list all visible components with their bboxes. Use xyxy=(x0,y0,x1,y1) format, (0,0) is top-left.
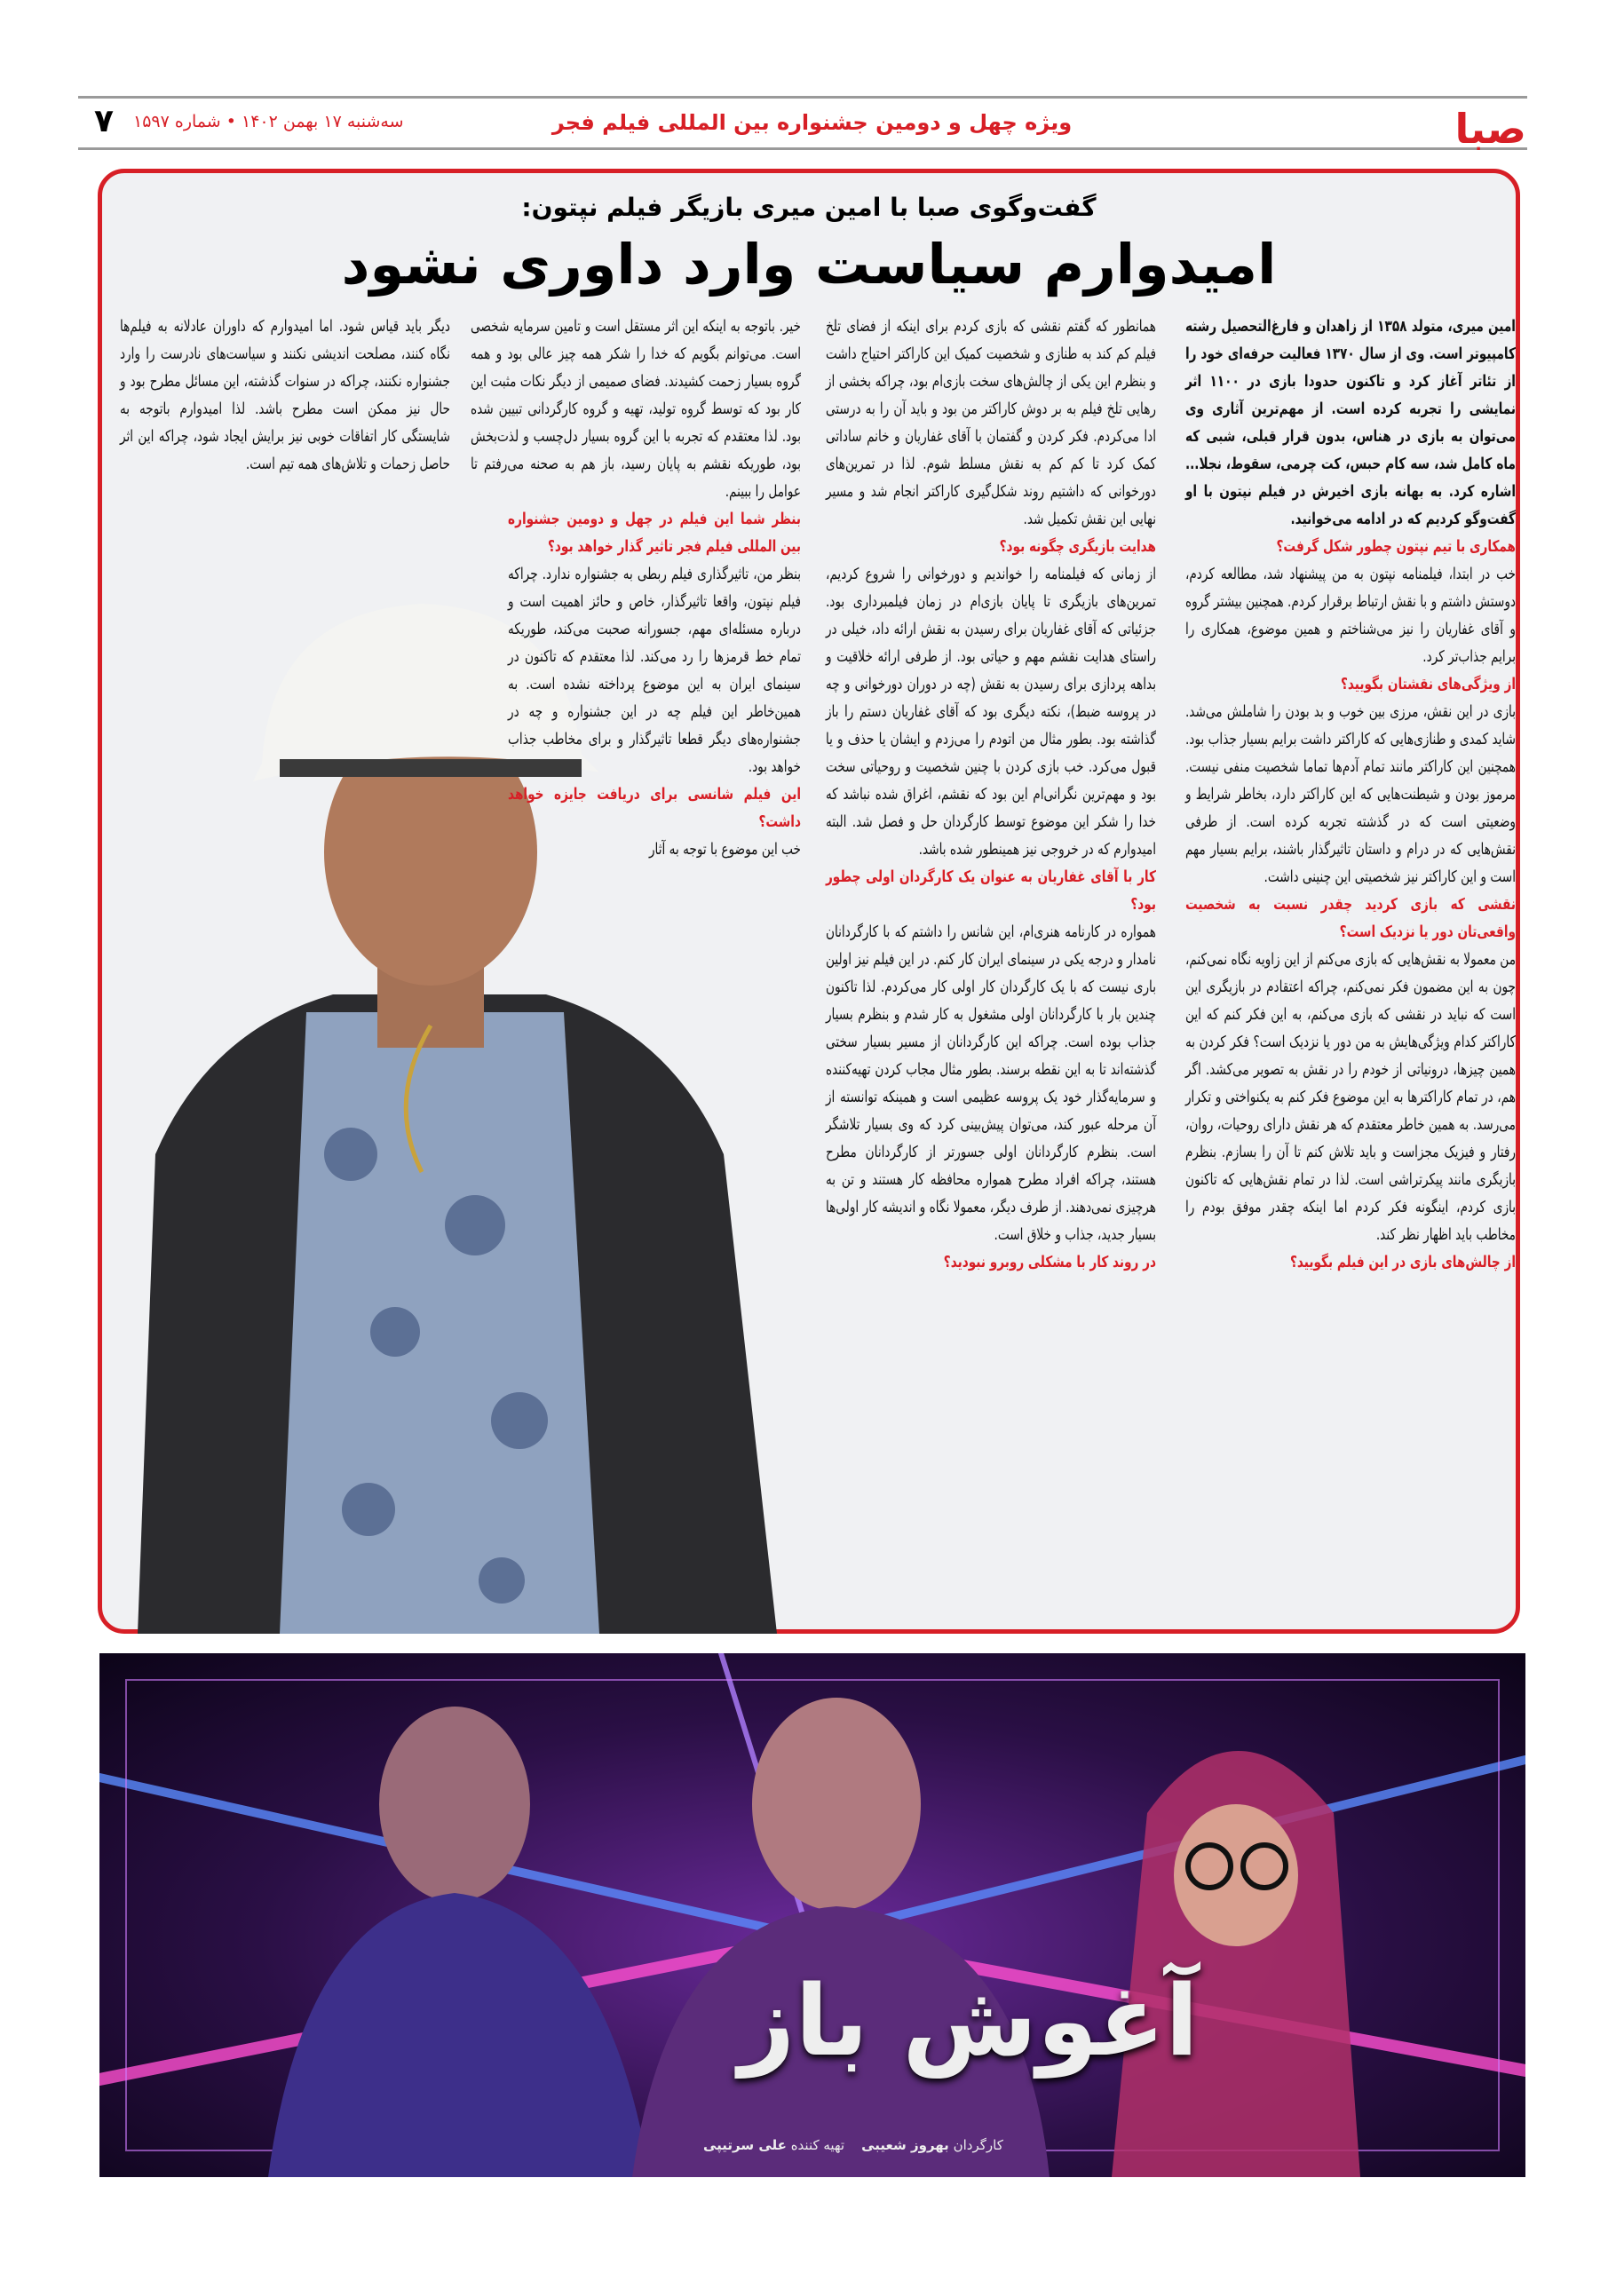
director-name: بهروز شعیبی xyxy=(861,2137,949,2153)
section-title: ویژه چهل و دومین جشنواره بین المللی فیلم فجر xyxy=(551,110,1073,135)
producer-label: تهیه کننده xyxy=(790,2137,845,2153)
header-rule-top xyxy=(78,96,1527,99)
column-4 xyxy=(120,313,450,479)
director-label: کارگردان xyxy=(953,2137,1003,2153)
answer: همواره در کارنامه هنری‌ام، این شانس را داشتم که با کارگردانان نامدار و درجه یکی در سینمای ایران کار کنم. در این فیلم نیز اولین باری نیست که با یک کارگردان کار اولی کار می‌کردم. لذا تاکنون چندین بار با کارگردانان اولی مشغول به کار شدم و بنظرم بسیار جذاب بوده است. چراکه این کارگردانان از مسیر بسیار سختی گذشته‌اند تا به این نقطه برسند. بطور مثال مجاب کردن تهیه‌کننده و سرمایه‌گذار خود یک پروسه عظیمی است و همینکه توانسته از آن مرحله عبور کند، می‌توان پیش‌بینی کرد که وی بسیار تلاشگر است. بنظرم کارگردانان اولی جسورتر از کارگردانان مطرح هستند، چراکه افراد مطرح همواره محافظه کار هستند و تن به هرچیزی نمی‌دهند. از طرف دیگر، معمولا نگاه و اندیشه کار اولی‌ها بسیار جدید، جذاب و خلاق است. xyxy=(825,923,1156,1244)
question: از ویژگی‌های نقشتان بگویید؟ xyxy=(1340,676,1516,693)
header-rule-bottom xyxy=(78,147,1527,150)
question: نقشی که بازی کردید چقدر نسبت به شخصیت واقعی‌تان دور یا نزدیک است؟ xyxy=(1184,896,1516,941)
film-title: آغوش باز xyxy=(739,1964,1199,2078)
question: همکاری با تیم نپتون چطور شکل گرفت؟ xyxy=(1276,538,1516,556)
column-3 xyxy=(471,313,801,864)
question: در روند کار با مشکلی روبرو نبودید؟ xyxy=(943,1254,1156,1271)
question: هدایت بازیگری چگونه بود؟ xyxy=(999,538,1156,556)
film-credits xyxy=(703,2137,1003,2153)
question: از چالش‌های بازی در این فیلم بگویید؟ xyxy=(1289,1254,1516,1271)
page-number: ۷ xyxy=(94,103,114,139)
answer: بازی در این نقش، مرزی بین خوب و بد بودن را شاملش می‌شد. شاید کمدی و طنازی‌هایی که کاراکتر داشت برایم بسیار جذاب بود. همچنین این کاراکتر مانند تمام آدم‌ها تماما شخصیت منفی نیست. مرموز بودن و شیطنت‌هایی که این کاراکتر دارد، بخاطر شرایط و وضعیتی است که در گذشته تجربه کرده است. از طرفی نقش‌هایی که در درام و داستان تاثیرگذار باشند، برایم بسیار مهم است و این کاراکتر نیز شخصیتی این چنینی داشت. xyxy=(1184,703,1516,886)
intro-paragraph: امین میری، متولد ۱۳۵۸ از زاهدان و فارغ‌التحصیل رشته کامپیوتر است. وی از سال ۱۳۷۰ فعالیت حرفه‌ای خود را از تئاتر آغاز کرد و تاکنون حدودا بازی در ۱۱۰۰ اثر نمایشی را تجربه کرده است. از مهم‌ترین آثاری وی می‌توان به بازی در هناس، بدون قرار قبلی، شبی که ماه کامل شد، سه کام حبس، کت چرمی، سقوط، نجلا... اشاره کرد. به بهانه بازی اخیرش در فیلم نپتون با او گفت‌وگو کردیم که در ادامه می‌خوانید. xyxy=(1184,318,1516,528)
article-headline: امیدوارم سیاست وارد داوری نشود xyxy=(341,232,1277,297)
interview-article xyxy=(98,169,1520,1634)
question: کار با آقای غفاریان به عنوان یک کارگردان اولی چطور بود؟ xyxy=(825,868,1156,914)
producer-name: علی سرتیپی xyxy=(703,2137,787,2153)
answer: همانطور که گفتم نقشی که بازی کردم برای اینکه از فضای تلخ فیلم کم کند به طنازی و شخصیت کمیک این کاراکتر احتیاج داشت و بنظرم این یکی از چالش‌های سخت بازی‌ام بود، چراکه بخشی از رهایی تلخ فیلم به بر دوش کاراکتر من بود و باید آن را به درستی ادا می‌کردم. فکر کردن و گفتمان با آقای غفاریان و خانم ساداتی کمک کرد تا کم کم به نقش مسلط شوم. لذا در تمرین‌های دورخوانی که داشتیم روند شکل‌گیری کاراکتر انجام شد و مسیر نهایی این نقش تکمیل شد. xyxy=(825,318,1156,528)
answer: دیگر باید قیاس شود. اما امیدوارم که داوران عادلانه به فیلم‌ها نگاه کنند، مصلحت اندیشی نکنند و سیاست‌های نادرست را وارد جشنواره نکنند، چراکه در سنوات گذشته، این مسائل مطرح بود و حال نیز ممکن است مطرح باشد. لذا امیدوارم باتوجه به شایستگی کار اتفاقات خوبی نیز برایش ایجاد شود، چراکه این اثر حاصل زحمات و تلاش‌های همه تیم است. xyxy=(119,318,450,473)
answer: خب در ابتدا، فیلمنامه نپتون به من پیشنهاد شد، مطالعه کردم، دوستش داشتم و با نقش ارتباط برقرار کردم. همچنین بیشتر گروه و آقای غفاریان را نیز می‌شناختم و همین موضوع، همکاری را برایم جذاب‌تر کرد. xyxy=(1184,566,1516,666)
column-2 xyxy=(826,313,1156,1277)
column-1 xyxy=(1185,313,1516,1277)
article-kicker: گفت‌وگوی صبا با امین میری بازیگر فیلم نپتون: xyxy=(521,193,1097,222)
issue-info: سه‌شنبه ۱۷ بهمن ۱۴۰۲ • شماره ۱۵۹۷ xyxy=(133,112,404,131)
column-3-wrapped xyxy=(508,506,801,864)
answer: خیر. باتوجه به اینکه این اثر مستقل است و تامین سرمایه شخصی است. می‌توانم بگویم که خدا را شکر همه چیز عالی بود و همه گروه بسیار زحمت کشیدند. فضای صمیمی از دیگر نکات مثبت این کار بود که توسط گروه تولید، تهیه و گروه کارگردانی تبیین شده بود. لذا معتقدم که تجربه با این گروه بسیار دل‌چسب و لذت‌بخش بود، طوریکه نقشم به پایان رسید، باز هم به صحنه می‌رفتم تا عوامل را ببینم. xyxy=(470,318,801,501)
newspaper-logo: صبا xyxy=(1454,105,1526,153)
answer: من معمولا به نقش‌هایی که بازی می‌کنم از این زاویه نگاه نمی‌کنم، چون به این مضمون فکر نمی‌کنم، چراکه اعتقادم در بازیگری این است که نباید در نقشی که بازی می‌کنم، به این فکر کنم که این کاراکتر کدام ویژگی‌هایش به من دور یا نزدیک است؟ فکر کردن به همین چیزها، درونیاتی از خودم را در نقش به تصویر می‌کشد. اگر هم، در تمام کاراکترها به این موضوع فکر کنم به یکنواختی و تکرار می‌رسد. به همین خاطر معتقدم که هر نقش دارای روحیات، روان، رفتار و فیزیک مجزاست و باید تلاش کنم تا آن را بسازم. بنظرم بازیگری مانند پیکرتراشی است. لذا در تمام نقش‌هایی که تاکنون بازی کردم، اینگونه فکر کردم اما اینکه چقدر موفق بودم را مخاطب باید اظهار نظر کند. xyxy=(1184,951,1516,1244)
answer: از زمانی که فیلمنامه را خواندیم و دورخوانی را شروع کردیم، تمرین‌های بازیگری تا پایان بازی‌ام در زمان فیلمبرداری بود. جزئیاتی که آقای غفاریان برای رسیدن به نقش ارائه داد، خیلی در راستای هدایت نقشم مهم و حیاتی بود. از طرفی ارائه خلاقیت و بداهه پردازی برای رسیدن به نقش (چه در دوران دورخوانی و چه در پروسه ضبط)، نکته دیگری بود که آقای غفاریان دستم را باز گذاشته بود. بطور مثال من اتودم را می‌زدم و ایشان یا حذف و یا قبول می‌کرد. خب بازی کردن با چنین شخصیت و روحیاتی سخت بود و مهم‌ترین نگرانی‌ام این بود که نقشم، اغراق شده نباشد که خدا را شکر این موضوع توسط کارگردان حل و فصل شد. البته امیدوارم که در خروجی نیز همینطور شده باشد. xyxy=(825,566,1156,859)
question: این فیلم شانسی برای دریافت جایزه خواهد داشت؟ xyxy=(508,786,801,831)
answer: خب این موضوع با توجه به آثار xyxy=(648,841,801,859)
neon-lights xyxy=(99,1653,1525,2177)
answer: بنظر من، تاثیرگذاری فیلم ربطی به جشنواره ندارد. چراکه فیلم نپتون، واقعا تاثیرگذار، خاص و حائز اهمیت است و درباره مسئله‌ای مهم، جسورانه صحبت می‌کند، طوریکه تمام خط قرمزها را رد می‌کند. لذا معتقدم که تاکنون در سینمای ایران به این موضوع پرداخته نشده است. به همین‌خاطر این فیلم چه در این جشنواره و چه در جشنواره‌های دیگر قطعا تاثیرگذار و برای مخاطب جذاب خواهد بود. xyxy=(508,566,801,776)
question: بنظر شما این فیلم در چهل و دومین جشنواره بین المللی فیلم فجر تاثیر گذار خواهد بود؟ xyxy=(508,511,801,556)
actor-silhouettes xyxy=(268,1698,1360,2177)
film-advert-banner xyxy=(99,1653,1525,2177)
